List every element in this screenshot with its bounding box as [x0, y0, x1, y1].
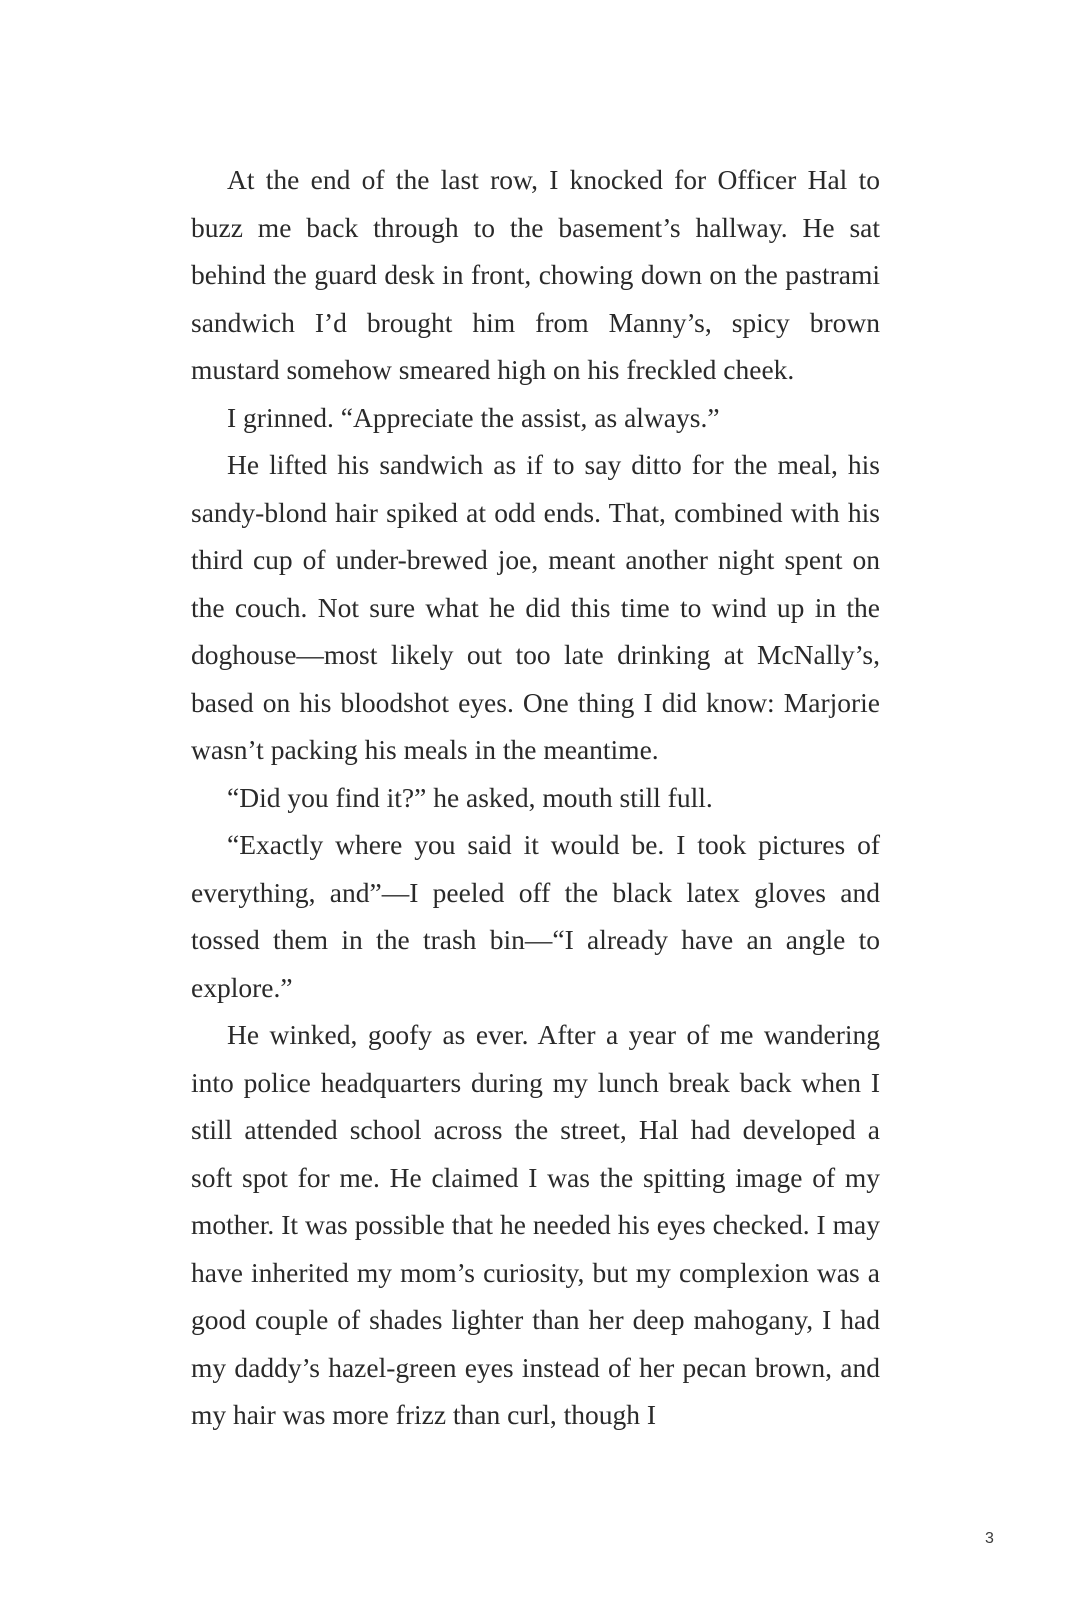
body-text	[191, 156, 880, 1439]
paragraph: I grinned. “Appreciate the assist, as always.”	[227, 401, 720, 433]
paragraph: He winked, goofy as ever. After a year of me wandering into police headquarters during my lunch break back when I still attended school across the street, Hal had developed a soft spot for me. He claimed I was the spitting image of my mother. It was possible that he needed his eyes checked. I may have inherited my mom’s curiosity, but my complexion was a good couple of shades lighter than her deep mahogany, I had my daddy’s hazel-green eyes instead of her pecan brown, and my hair was more frizz than curl, though I	[191, 1019, 880, 1430]
paragraph: At the end of the last row, I knocked for Officer Hal to buzz me back through to the basement’s hallway. He sat behind the guard desk in front, chowing down on the pastrami sandwich I’d brought him from Manny’s, spicy brown mustard somehow smeared high on his freckled cheek.	[191, 164, 880, 385]
paragraph: “Did you find it?” he asked, mouth still full.	[227, 781, 713, 813]
page-number: 3	[985, 1530, 994, 1547]
paragraph: He lifted his sandwich as if to say ditto for the meal, his sandy-blond hair spiked at odd ends. That, combined with his third cup of under-brewed joe, meant another night spent on the couch. Not sure what he did this time to wind up in the doghouse—most likely out too late drinking at McNally’s, based on his bloodshot eyes. One thing I did know: Marjorie wasn’t packing his meals in the meantime.	[191, 449, 880, 765]
paragraph: “Exactly where you said it would be. I took pictures of everything, and”—I peeled off the black latex gloves and tossed them in the trash bin—“I already have an angle to explore.”	[191, 829, 880, 1003]
